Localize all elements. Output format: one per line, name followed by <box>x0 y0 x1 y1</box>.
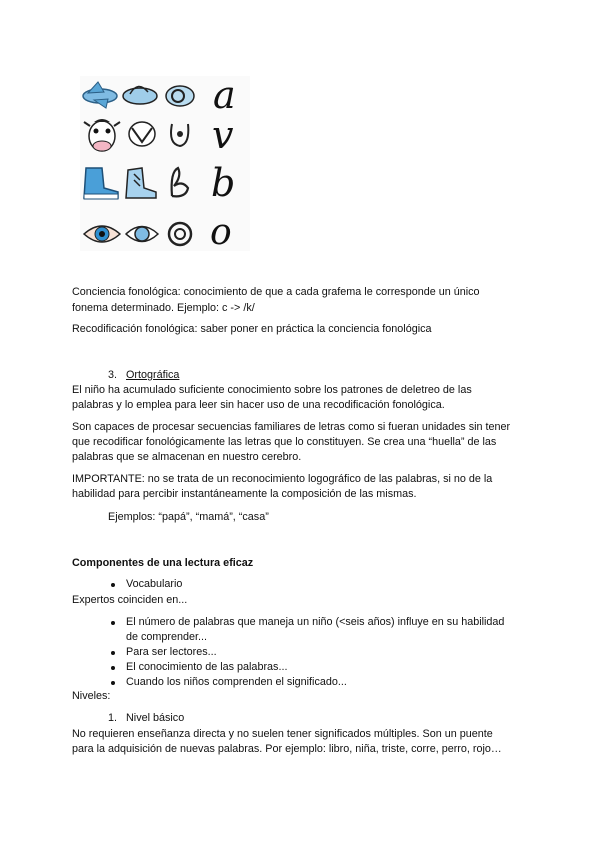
bullet-item-3: El conocimiento de las palabras... <box>126 661 288 673</box>
ortografica-p1-line-2: palabras y lo emplea para leer sin hacer uso de una recodificación fonológica. <box>72 399 445 411</box>
componentes-heading: Componentes de una lectura eficaz <box>72 557 254 569</box>
airplane-letter-a-icon <box>166 86 194 106</box>
bullet-dot <box>111 681 115 685</box>
ortografica-p1-line-1: El niño ha acumulado suficiente conocimiento sobre los patrones de deletreo de las <box>72 384 472 396</box>
vocabulario-item: Vocabulario <box>126 578 183 590</box>
expertos-line: Expertos coinciden en... <box>72 594 188 606</box>
letter-o: o <box>210 212 232 251</box>
ortografica-p2-line-2: que recodificar fonológicamente las letras que lo constituyen. Se crea una “huella” de las <box>72 436 497 448</box>
importante-line-2: habilidad para percibir instantáneamente la composición de las mismas. <box>72 488 417 500</box>
ortografica-p2-line-3: palabras que se almacenan en nuestro cerebro. <box>72 451 302 463</box>
conciencia-line-1: Conciencia fonológica: conocimiento de que a cada grafema le corresponde un único <box>72 286 480 298</box>
bullet-dot <box>111 621 115 625</box>
niveles-line: Niveles: <box>72 690 111 702</box>
bullet-item-1-line-1: El número de palabras que maneja un niño (<seis años) influye en su habilidad <box>126 616 505 628</box>
ortografica-number: 3. <box>108 369 118 381</box>
bullet-dot <box>111 583 115 587</box>
ortografica-heading: Ortográfica <box>126 369 180 381</box>
cow-sketch-icon <box>129 122 155 146</box>
bullet-dot <box>111 651 115 655</box>
bullet-item-2: Para ser lectores... <box>126 646 217 658</box>
letter-learning-illustration <box>80 76 250 251</box>
letter-v: v <box>212 113 234 157</box>
recodificacion-line: Recodificación fonológica: saber poner en práctica la conciencia fonológica <box>72 323 432 335</box>
bullet-item-4: Cuando los niños comprenden el significado... <box>126 676 347 688</box>
importante-line-1: IMPORTANTE: no se trata de un reconocimiento logográfico de las palabras, si no de la <box>72 473 493 485</box>
nivel-number: 1. <box>108 712 118 724</box>
conciencia-line-2: fonema determinado. Ejemplo: c -> /k/ <box>72 302 255 314</box>
nivel-basico-line-1: No requieren enseñanza directa y no suelen tener significados múltiples. Son un puente <box>72 728 493 740</box>
ejemplos-line: Ejemplos: “papá”, “mamá”, “casa” <box>108 511 269 523</box>
bullet-item-1-line-2: de comprender... <box>126 631 208 643</box>
letter-b: b <box>211 161 236 205</box>
bullet-dot <box>111 666 115 670</box>
nivel-basico-line-2: para la adquisición de nuevas palabras. Por ejemplo: libro, niña, triste, corre, perro, rojo… <box>72 743 502 755</box>
ortografica-p2-line-1: Son capaces de procesar secuencias familiares de letras como si fueran unidades sin tener <box>72 421 511 433</box>
nivel-basico-heading: Nivel básico <box>126 712 185 724</box>
letter-a: a <box>213 76 236 117</box>
